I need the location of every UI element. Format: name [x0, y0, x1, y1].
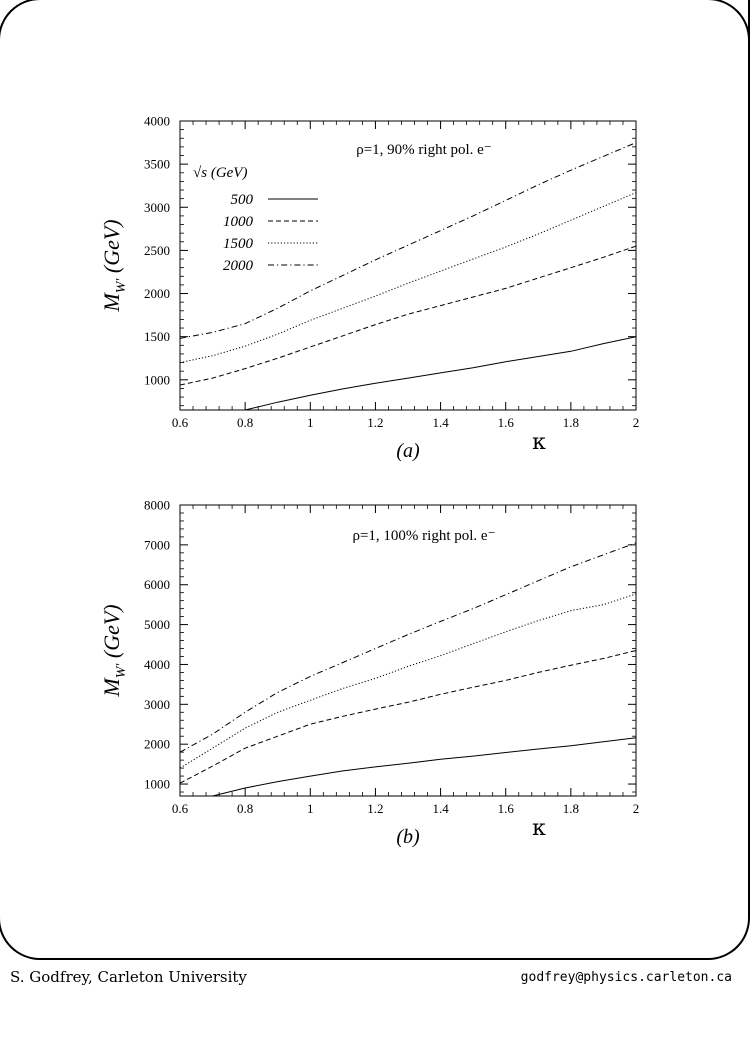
y-axis-title-subscript: W'	[114, 663, 129, 679]
x-tick-label: 1.2	[367, 801, 384, 816]
y-axis-title-subscript: W'	[114, 278, 129, 294]
y-tick-label: 6000	[144, 577, 170, 593]
panel-label: (a)	[396, 440, 420, 462]
y-tick-label: 5000	[144, 617, 170, 633]
chart-annotation: ρ=1, 100% right pol. e⁻	[352, 528, 496, 544]
legend-label-1500: 1500	[223, 236, 253, 252]
x-tick-label: 0.8	[237, 801, 254, 816]
panel-label: (b)	[396, 826, 420, 848]
x-tick-label: 0.8	[237, 415, 254, 430]
x-tick-label: 1.4	[432, 801, 449, 816]
x-tick-label: 1	[307, 801, 314, 816]
y-tick-label: 2500	[144, 242, 170, 258]
y-tick-label: 2000	[144, 736, 170, 752]
y-tick-label: 1500	[144, 329, 170, 345]
series-line-2000	[180, 543, 636, 752]
y-tick-label: 1000	[144, 776, 170, 792]
x-tick-label: 1.4	[432, 415, 449, 430]
x-axis-title: κ	[532, 430, 546, 455]
y-axis-title	[99, 219, 129, 312]
y-tick-label: 2000	[144, 286, 170, 302]
series-line-500	[213, 738, 636, 796]
x-tick-label: 1	[307, 415, 314, 430]
y-tick-label: 3000	[144, 696, 170, 712]
y-tick-label: 8000	[144, 497, 170, 513]
plot-frame	[180, 505, 636, 796]
y-tick-label: 3000	[144, 199, 170, 215]
y-tick-label: 4000	[144, 113, 170, 129]
y-tick-label: 4000	[144, 656, 170, 672]
y-axis-title-unit: (GeV)	[99, 604, 124, 664]
x-axis-title: κ	[532, 816, 546, 841]
series-line-500	[245, 337, 636, 410]
x-tick-label: 2	[632, 415, 640, 430]
legend-title: √s (GeV)	[193, 165, 248, 181]
chart-annotation: ρ=1, 90% right pol. e⁻	[356, 142, 492, 158]
x-tick-label: 1.6	[497, 415, 514, 430]
footer-email: godfrey@physics.carleton.ca	[520, 970, 732, 985]
x-tick-label: 1.8	[562, 415, 579, 430]
legend-label-2000: 2000	[223, 258, 253, 274]
y-axis-title-main: M	[99, 293, 124, 312]
x-tick-label: 1.6	[497, 801, 514, 816]
x-tick-label: 1.8	[562, 801, 579, 816]
y-axis-title-unit: (GeV)	[99, 219, 124, 279]
y-tick-label: 1000	[144, 372, 170, 388]
footer-author: S. Godfrey, Carleton University	[10, 968, 247, 986]
legend-label-500: 500	[230, 192, 253, 208]
y-axis-title	[99, 604, 129, 697]
y-axis-title-main: M	[99, 678, 124, 697]
x-tick-label: 1.2	[367, 415, 384, 430]
x-tick-label: 2	[632, 801, 640, 816]
legend-label-1000: 1000	[223, 214, 253, 230]
series-line-1500	[180, 594, 636, 768]
x-tick-label: 0.6	[171, 415, 189, 430]
y-tick-label: 7000	[144, 537, 170, 553]
chart-panel-a	[99, 114, 639, 463]
x-tick-label: 0.6	[171, 801, 189, 816]
chart-panel-b	[99, 498, 639, 849]
y-tick-label: 3500	[144, 156, 170, 172]
